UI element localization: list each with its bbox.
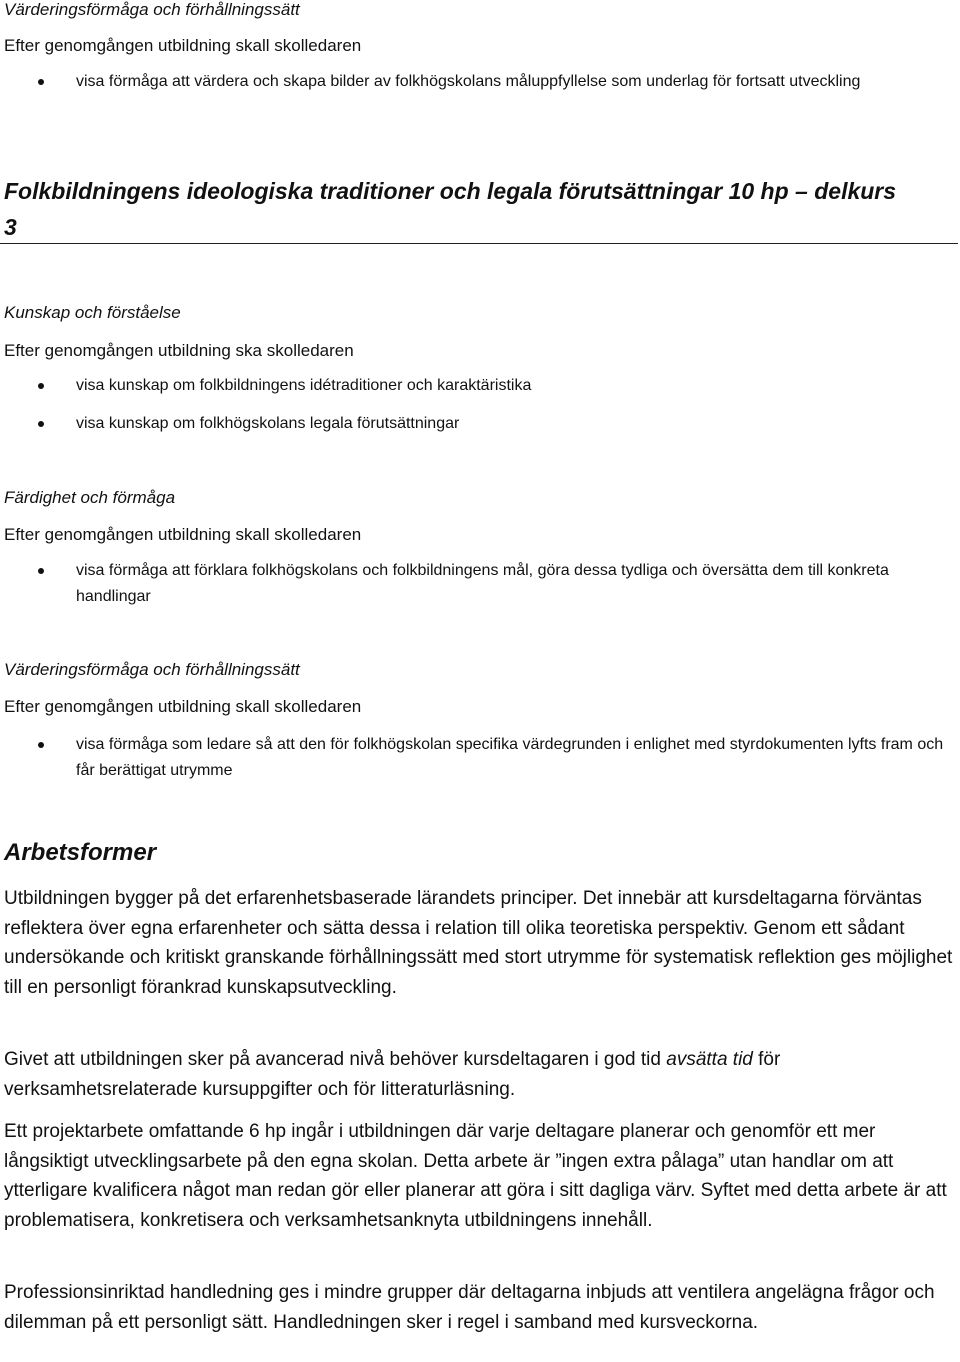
bullet-dot <box>38 568 44 574</box>
emphasis-text: avsätta tid <box>666 1049 753 1070</box>
paragraph-project: Ett projektarbete omfattande 6 hp ingår i utbildningen där varje deltagare planerar och genomför ett mer långsiktigt utvecklingsarbete på den egna skolan. Detta arbete är ”ingen extra pålaga” utan handlar om att ytterligare kvalificera något man redan gör eller planerar att göra i sitt dagliga värv. Syftet med detta arbete är att problematisera, konkretisera och verksamhetsanknyta utbildningens innehåll. <box>4 1121 947 1231</box>
arbetsformer-heading: Arbetsformer <box>4 839 157 866</box>
bullet-item: visa förmåga att förklara folkhögskolans och folkbildningens mål, göra dessa tydliga och översätta dem till konkreta handlingar <box>76 562 889 605</box>
paragraph-principles: Utbildningen bygger på det erfarenhetsbaserade lärandets principer. Det innebär att kursdeltagarna förväntas reflektera över egna erfarenheter och sätta dessa i relation till olika teoretiska perspektiv. Genom ett sådant undersökande och kritiskt granskande förhållningssätt med stort utrymme för systematisk reflektion ges möjlighet till en personligt förankrad kunskapsutveckling. <box>4 888 953 998</box>
heading-underline <box>0 243 958 244</box>
paragraph-guidance: Professionsinriktad handledning ges i mindre grupper där deltagarna inbjuds att ventilera angelägna frågor och dilemman på ett personligt sätt. Handledningen sker i regel i samband med kursveckorna. <box>4 1282 935 1333</box>
section-intro-top: Efter genomgången utbildning skall skolledaren <box>4 36 362 55</box>
paragraph-time-start: Givet att utbildningen sker på avancerad nivå behöver kursdeltagaren i god tid <box>4 1049 667 1070</box>
bullet-item: visa förmåga att värdera och skapa bilder av folkhögskolans måluppfyllelse som underlag för fortsatt utveckling <box>76 73 861 90</box>
section-heading-kunskap: Kunskap och förståelse <box>4 303 181 322</box>
paragraph-time-end: för verksamhetsrelaterade kursuppgifter och för litteraturläsning. <box>4 1049 781 1100</box>
bullet-dot <box>38 742 44 748</box>
section-intro-fardighet: Efter genomgången utbildning skall skolledaren <box>4 525 362 544</box>
course-title: Folkbildningens ideologiska traditioner och legala förutsättningar 10 hp – delkurs 3 <box>4 178 897 240</box>
section-intro-vardering: Efter genomgången utbildning skall skolledaren <box>4 697 362 716</box>
section-heading-fardighet: Färdighet och förmåga <box>4 488 176 507</box>
bullet-dot <box>38 383 44 389</box>
section-intro-kunskap: Efter genomgången utbildning ska skolledaren <box>4 341 354 360</box>
bullet-item: visa kunskap om folkbildningens idétraditioner och karaktäristika <box>76 377 532 394</box>
section-heading-vardering: Värderingsförmåga och förhållningssätt <box>4 660 300 679</box>
bullet-dot <box>38 421 44 427</box>
bullet-item: visa kunskap om folkhögskolans legala förutsättningar <box>76 415 460 432</box>
bullet-dot <box>38 79 44 85</box>
section-heading-vardering-top: Värderingsförmåga och förhållningssätt <box>4 0 300 19</box>
bullet-item: visa förmåga som ledare så att den för folkhögskolan specifika värdegrunden i enlighet med styrdokumenten lyfts fram och får berättigat utrymme <box>76 736 944 779</box>
paragraph-time <box>4 1045 954 1104</box>
